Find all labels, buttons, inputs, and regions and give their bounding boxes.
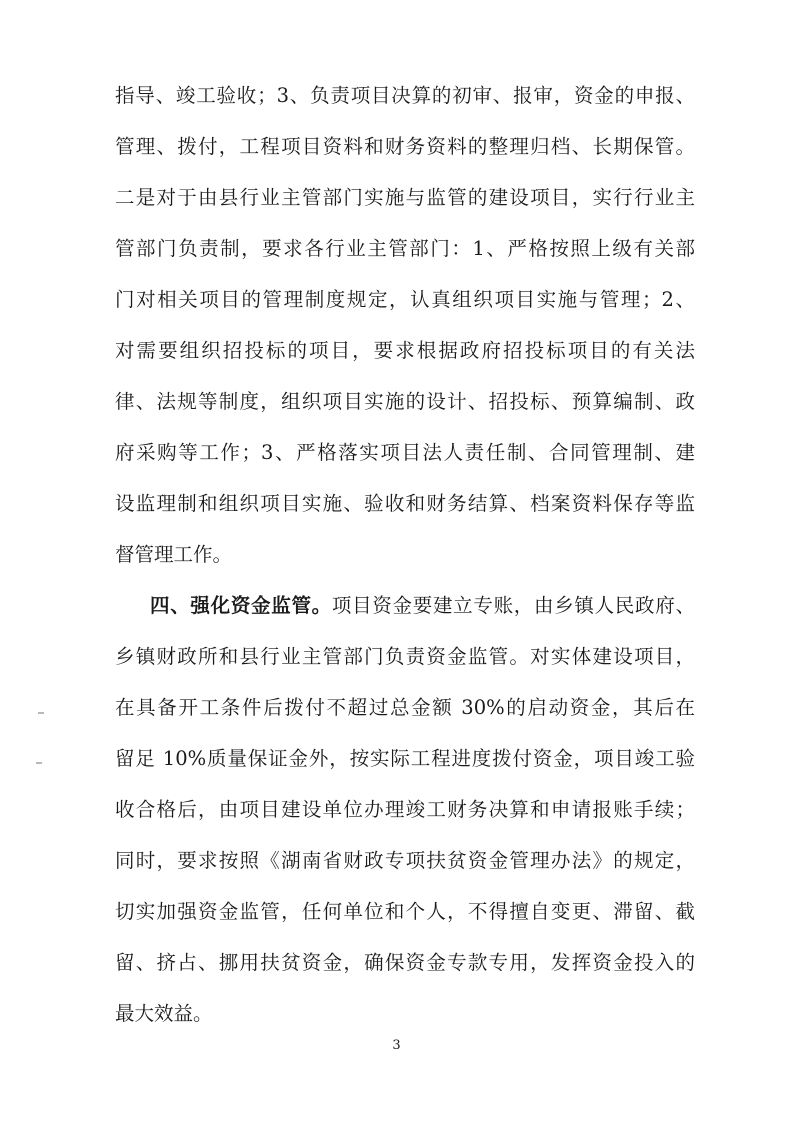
body-line-7: 律、法规等制度，组织项目实施的设计、招投标、预算编制、政	[115, 390, 695, 413]
scan-mark	[36, 762, 42, 764]
body-line-2: 管理、拨付，工程项目资料和财务资料的整理归档、长期保管。	[115, 135, 695, 158]
section-4-first-line-text: 项目资金要建立专账，由乡镇人民政府、	[331, 594, 695, 617]
page-number: 3	[392, 1038, 401, 1053]
body-line-4: 管部门负责制，要求各行业主管部门：1、严格按照上级有关部	[115, 237, 695, 260]
body-line-5: 门对相关项目的管理制度规定，认真组织项目实施与管理；2、	[115, 288, 695, 311]
section-4-line: 收合格后，由项目建设单位办理竣工财务决算和申请报账手续；	[115, 798, 695, 821]
section-4-line: 在具备开工条件后拨付不超过总金额 30%的启动资金，其后在	[115, 696, 695, 719]
section-4-line: 乡镇财政所和县行业主管部门负责资金监管。对实体建设项目，	[115, 645, 695, 668]
section-4-line: 最大效益。	[115, 1002, 213, 1025]
section-4-heading: 四、强化资金监管。	[150, 594, 332, 617]
section-4-line: 留足 10%质量保证金外，按实际工程进度拨付资金，项目竣工验	[115, 747, 695, 770]
section-4-first-line	[150, 594, 695, 618]
scan-mark	[38, 712, 44, 714]
body-line-8: 府采购等工作；3、严格落实项目法人责任制、合同管理制、建	[115, 441, 695, 464]
section-4-line: 同时，要求按照《湖南省财政专项扶贫资金管理办法》的规定，	[115, 849, 695, 872]
body-line-6: 对需要组织招投标的项目，要求根据政府招投标项目的有关法	[115, 339, 695, 362]
section-4-line: 留、挤占、挪用扶贫资金，确保资金专款专用，发挥资金投入的	[115, 951, 695, 974]
body-line-9: 设监理制和组织项目实施、验收和财务结算、档案资料保存等监	[115, 492, 695, 515]
body-line-3: 二是对于由县行业主管部门实施与监管的建设项目，实行行业主	[115, 186, 695, 209]
body-line-10: 督管理工作。	[115, 543, 233, 566]
body-line-1: 指导、竣工验收；3、负责项目决算的初审、报审，资金的申报、	[115, 84, 695, 107]
section-4-line: 切实加强资金监管，任何单位和个人，不得擅自变更、滞留、截	[115, 900, 695, 923]
